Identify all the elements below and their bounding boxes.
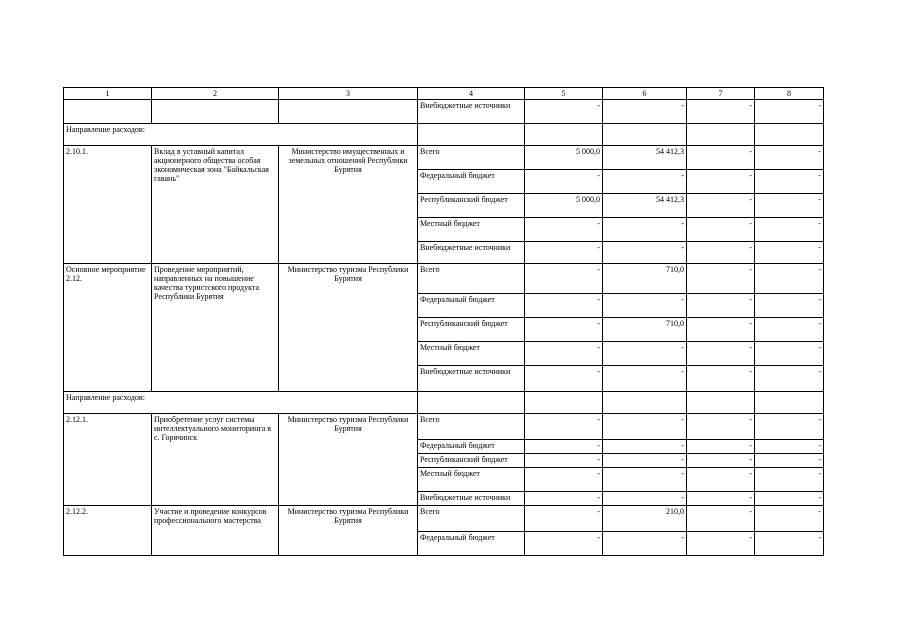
value-cell: - bbox=[525, 242, 603, 264]
table-row bbox=[64, 100, 824, 124]
budget-table bbox=[63, 87, 824, 556]
value-cell: - bbox=[687, 342, 755, 366]
value-cell: - bbox=[687, 468, 755, 492]
value-cell: - bbox=[525, 342, 603, 366]
item-code: 2.10.1. bbox=[64, 146, 152, 264]
value-cell: - bbox=[603, 532, 687, 556]
funding-source: Федеральный бюджет bbox=[418, 294, 525, 318]
value-cell: - bbox=[755, 506, 824, 532]
funding-source: Местный бюджет bbox=[418, 218, 525, 242]
value-cell: - bbox=[755, 318, 824, 342]
column-number: 8 bbox=[755, 88, 824, 100]
value-cell: - bbox=[525, 468, 603, 492]
value-cell: - bbox=[755, 468, 824, 492]
funding-source: Внебюджетные источники bbox=[418, 366, 525, 392]
value-cell: - bbox=[687, 146, 755, 170]
value-cell: - bbox=[755, 100, 824, 124]
value-cell: - bbox=[525, 492, 603, 506]
value-cell: - bbox=[525, 532, 603, 556]
value-cell: - bbox=[603, 454, 687, 468]
value-cell: - bbox=[525, 170, 603, 194]
direction-label: Направление расходов: bbox=[64, 124, 418, 146]
value-cell: - bbox=[687, 366, 755, 392]
value-cell: - bbox=[525, 366, 603, 392]
value-cell: - bbox=[687, 294, 755, 318]
column-number: 1 bbox=[64, 88, 152, 100]
value-cell: - bbox=[525, 294, 603, 318]
value-cell: - bbox=[687, 454, 755, 468]
value-cell: - bbox=[603, 492, 687, 506]
item-description: Вклад в уставный капитал акционерного общества особая экономическая зона "Байкальская гавань" bbox=[152, 146, 279, 264]
value-cell: - bbox=[525, 318, 603, 342]
value-cell: - bbox=[755, 440, 824, 454]
funding-source: Республиканский бюджет bbox=[418, 454, 525, 468]
value-cell: - bbox=[755, 170, 824, 194]
funding-source: Внебюджетные источники bbox=[418, 492, 525, 506]
value-cell: - bbox=[755, 242, 824, 264]
value-cell: - bbox=[755, 492, 824, 506]
value-cell: - bbox=[525, 100, 603, 124]
value-cell: - bbox=[755, 342, 824, 366]
column-number: 3 bbox=[279, 88, 418, 100]
value-cell: - bbox=[755, 454, 824, 468]
value-cell: - bbox=[603, 440, 687, 454]
funding-source: Внебюджетные источники bbox=[418, 100, 525, 124]
column-number: 7 bbox=[687, 88, 755, 100]
value-cell: - bbox=[525, 218, 603, 242]
item-description: Участие и проведение конкурсов профессионального мастерства bbox=[152, 506, 279, 556]
value-cell: - bbox=[525, 414, 603, 440]
column-number: 2 bbox=[152, 88, 279, 100]
value-cell: - bbox=[687, 492, 755, 506]
funding-source: Всего bbox=[418, 506, 525, 532]
value-cell: - bbox=[603, 294, 687, 318]
item-code: Основное мероприятие 2.12. bbox=[64, 264, 152, 392]
value-cell: 54 412,3 bbox=[603, 194, 687, 218]
table-row bbox=[64, 414, 824, 440]
value-cell: - bbox=[525, 264, 603, 294]
value-cell: - bbox=[525, 506, 603, 532]
value-cell: - bbox=[755, 194, 824, 218]
value-cell: - bbox=[755, 366, 824, 392]
column-number: 4 bbox=[418, 88, 525, 100]
value-cell: - bbox=[687, 218, 755, 242]
value-cell: - bbox=[687, 242, 755, 264]
value-cell: - bbox=[603, 366, 687, 392]
funding-source: Республиканский бюджет bbox=[418, 318, 525, 342]
column-number: 6 bbox=[603, 88, 687, 100]
value-cell: 5 000,0 bbox=[525, 194, 603, 218]
value-cell: - bbox=[755, 414, 824, 440]
value-cell: - bbox=[687, 532, 755, 556]
table-row bbox=[64, 264, 824, 294]
value-cell: - bbox=[525, 440, 603, 454]
funding-source: Всего bbox=[418, 146, 525, 170]
value-cell: - bbox=[603, 242, 687, 264]
value-cell: - bbox=[755, 532, 824, 556]
value-cell: 54 412,3 bbox=[603, 146, 687, 170]
column-number-row bbox=[64, 88, 824, 100]
table-row bbox=[64, 146, 824, 170]
value-cell: - bbox=[603, 100, 687, 124]
item-responsible: Министерство имущественных и земельных отношений Республики Бурятия bbox=[279, 146, 418, 264]
value-cell: 210,0 bbox=[603, 506, 687, 532]
value-cell: - bbox=[525, 454, 603, 468]
value-cell: - bbox=[603, 170, 687, 194]
column-number: 5 bbox=[525, 88, 603, 100]
funding-source: Местный бюджет bbox=[418, 342, 525, 366]
funding-source: Местный бюджет bbox=[418, 468, 525, 492]
table-row bbox=[64, 506, 824, 532]
direction-label: Направление расходов: bbox=[64, 392, 418, 414]
funding-source: Всего bbox=[418, 264, 525, 294]
value-cell: - bbox=[603, 342, 687, 366]
item-code: 2.12.1. bbox=[64, 414, 152, 506]
funding-source: Федеральный бюджет bbox=[418, 532, 525, 556]
funding-source: Федеральный бюджет bbox=[418, 170, 525, 194]
value-cell: - bbox=[603, 414, 687, 440]
value-cell: 710,0 bbox=[603, 264, 687, 294]
value-cell: - bbox=[755, 146, 824, 170]
section-row bbox=[64, 392, 824, 414]
value-cell: - bbox=[687, 194, 755, 218]
value-cell: - bbox=[687, 170, 755, 194]
item-responsible: Министерство туризма Республики Бурятия bbox=[279, 264, 418, 392]
value-cell: - bbox=[755, 218, 824, 242]
funding-source: Республиканский бюджет bbox=[418, 194, 525, 218]
item-responsible: Министерство туризма Республики Бурятия bbox=[279, 414, 418, 506]
item-description: Приобретение услуг системы интеллектуального мониторинга в с. Горячинск bbox=[152, 414, 279, 506]
value-cell: - bbox=[603, 218, 687, 242]
value-cell: - bbox=[687, 440, 755, 454]
section-row bbox=[64, 124, 824, 146]
value-cell: - bbox=[687, 264, 755, 294]
value-cell: - bbox=[755, 264, 824, 294]
value-cell: - bbox=[603, 468, 687, 492]
funding-source: Всего bbox=[418, 414, 525, 440]
item-responsible: Министерство туризма Республики Бурятия bbox=[279, 506, 418, 556]
value-cell: - bbox=[687, 414, 755, 440]
funding-source: Федеральный бюджет bbox=[418, 440, 525, 454]
value-cell: - bbox=[755, 294, 824, 318]
value-cell: - bbox=[687, 506, 755, 532]
value-cell: 710,0 bbox=[603, 318, 687, 342]
item-code: 2.12.2. bbox=[64, 506, 152, 556]
funding-source: Внебюджетные источники bbox=[418, 242, 525, 264]
value-cell: 5 000,0 bbox=[525, 146, 603, 170]
value-cell: - bbox=[687, 100, 755, 124]
item-description: Проведение мероприятий, направленных на повышение качества туристского продукта Республики Бурятия bbox=[152, 264, 279, 392]
value-cell: - bbox=[687, 318, 755, 342]
